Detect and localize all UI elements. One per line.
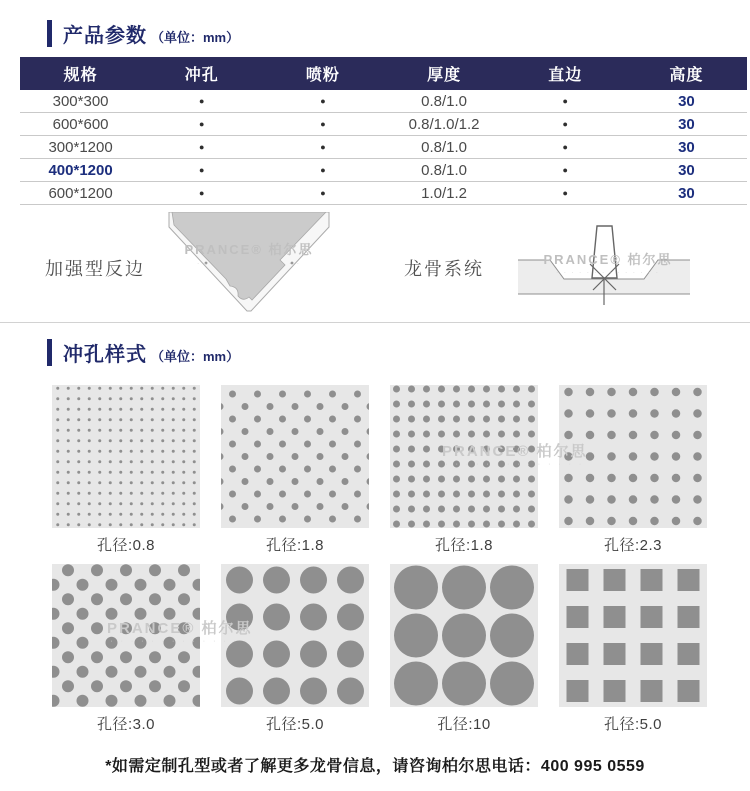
perforation-pattern [390, 564, 538, 707]
punch-bullet-icon: ● [199, 142, 205, 152]
straight-edge-bullet-icon: ● [562, 119, 568, 129]
punch-bullet-icon: ● [199, 165, 205, 175]
flange-diagram-label: 加强型反边 [45, 259, 145, 279]
perforation-swatch-grid [52, 385, 707, 734]
section-title: 冲孔样式 [63, 344, 147, 366]
perforation-swatch [390, 564, 538, 734]
powder-bullet-icon: ● [320, 165, 326, 175]
keel-system-diagram [518, 216, 690, 306]
table-row [20, 90, 747, 113]
header-cell-powder: 喷粉 [305, 67, 340, 84]
straight-edge-bullet-icon: ● [562, 142, 568, 152]
punch-bullet-icon: ● [199, 96, 205, 106]
section-divider [0, 322, 750, 323]
cell-spec: 600*1200 [48, 184, 113, 202]
cell-spec: 600*600 [52, 115, 109, 133]
straight-edge-bullet-icon: ● [562, 165, 568, 175]
cell-height: 30 [678, 161, 695, 179]
spec-table [20, 57, 747, 205]
cell-thickness: 0.8/1.0 [421, 138, 467, 156]
watermark-subtext: · · · · · · · · · · · · · · [556, 270, 660, 276]
perforation-pattern [221, 564, 369, 707]
perforation-swatch [221, 564, 369, 734]
powder-bullet-icon: ● [320, 142, 326, 152]
section-unit: （单位：mm） [151, 348, 240, 364]
powder-bullet-icon: ● [320, 119, 326, 129]
perforation-pattern [559, 564, 707, 707]
keel-diagram-label: 龙骨系统 [404, 259, 484, 279]
swatch-label: 孔径:3.0 [96, 716, 156, 733]
cell-thickness: 0.8/1.0/1.2 [408, 115, 480, 133]
section-accent-bar [47, 20, 52, 47]
header-cell-punch: 冲孔 [184, 67, 219, 84]
powder-bullet-icon: ● [320, 188, 326, 198]
watermark-text: PRANCE® 柏尔思 [184, 242, 314, 257]
perforation-swatch [52, 564, 200, 734]
section-header-product-params [47, 19, 239, 48]
perforation-swatch [559, 385, 707, 555]
cell-spec: 300*1200 [48, 138, 113, 156]
cell-spec: 400*1200 [48, 161, 113, 179]
table-row [20, 136, 747, 159]
perforation-pattern [221, 385, 369, 528]
header-cell-height: 高度 [669, 67, 704, 84]
panel-corner-diagram [168, 212, 330, 320]
cell-height: 30 [678, 184, 695, 202]
table-row [20, 159, 747, 182]
watermark-text: PRANCE® 柏尔思 [543, 252, 673, 267]
watermark: PRANCE® 柏尔思 · · · · · · · · · · · · · · [107, 620, 253, 645]
punch-bullet-icon: ● [199, 119, 205, 129]
swatch-label: 孔径:0.8 [96, 537, 156, 554]
swatch-label: 孔径:1.8 [434, 537, 494, 554]
cell-height: 30 [678, 138, 695, 156]
table-row [20, 113, 747, 136]
footer-note: *如需定制孔型或者了解更多龙骨信息，请咨询柏尔思电话：400 995 0559 [105, 758, 645, 775]
cell-thickness: 0.8/1.0 [421, 92, 467, 110]
perforation-swatch [221, 385, 369, 555]
straight-edge-bullet-icon: ● [562, 188, 568, 198]
swatch-label: 孔径:10 [437, 716, 491, 733]
swatch-label: 孔径:5.0 [603, 716, 663, 733]
cell-height: 30 [678, 115, 695, 133]
header-cell-thickness: 厚度 [427, 67, 462, 84]
swatch-label: 孔径:1.8 [265, 537, 325, 554]
watermark: PRANCE® 柏尔思 · · · · · · · · · · · · · · [442, 443, 588, 468]
swatch-label: 孔径:2.3 [603, 537, 663, 554]
perforation-pattern [559, 385, 707, 528]
powder-bullet-icon: ● [320, 96, 326, 106]
straight-edge-bullet-icon: ● [562, 96, 568, 106]
cell-height: 30 [678, 92, 695, 110]
table-header-row [20, 57, 747, 90]
swatch-label: 孔径:5.0 [265, 716, 325, 733]
perforation-pattern [52, 385, 200, 528]
punch-bullet-icon: ● [199, 188, 205, 198]
section-header-perforation-styles [47, 338, 239, 367]
table-body [20, 90, 747, 205]
watermark-subtext: · · · · · · · · · · · · · · [197, 261, 301, 267]
section-title: 产品参数 [63, 25, 147, 47]
perforation-swatch [559, 564, 707, 734]
section-unit: （单位：mm） [151, 29, 240, 45]
perforation-pattern [390, 385, 538, 528]
cell-spec: 300*300 [52, 92, 109, 110]
perforation-swatch [52, 385, 200, 555]
header-cell-spec: 规格 [63, 67, 98, 84]
perforation-swatch [390, 385, 538, 555]
perforation-pattern [52, 564, 200, 707]
cell-thickness: 1.0/1.2 [421, 184, 467, 202]
section-accent-bar [47, 339, 52, 366]
header-cell-straight-edge: 直边 [548, 67, 583, 84]
cell-thickness: 0.8/1.0 [421, 161, 467, 179]
table-row [20, 182, 747, 205]
